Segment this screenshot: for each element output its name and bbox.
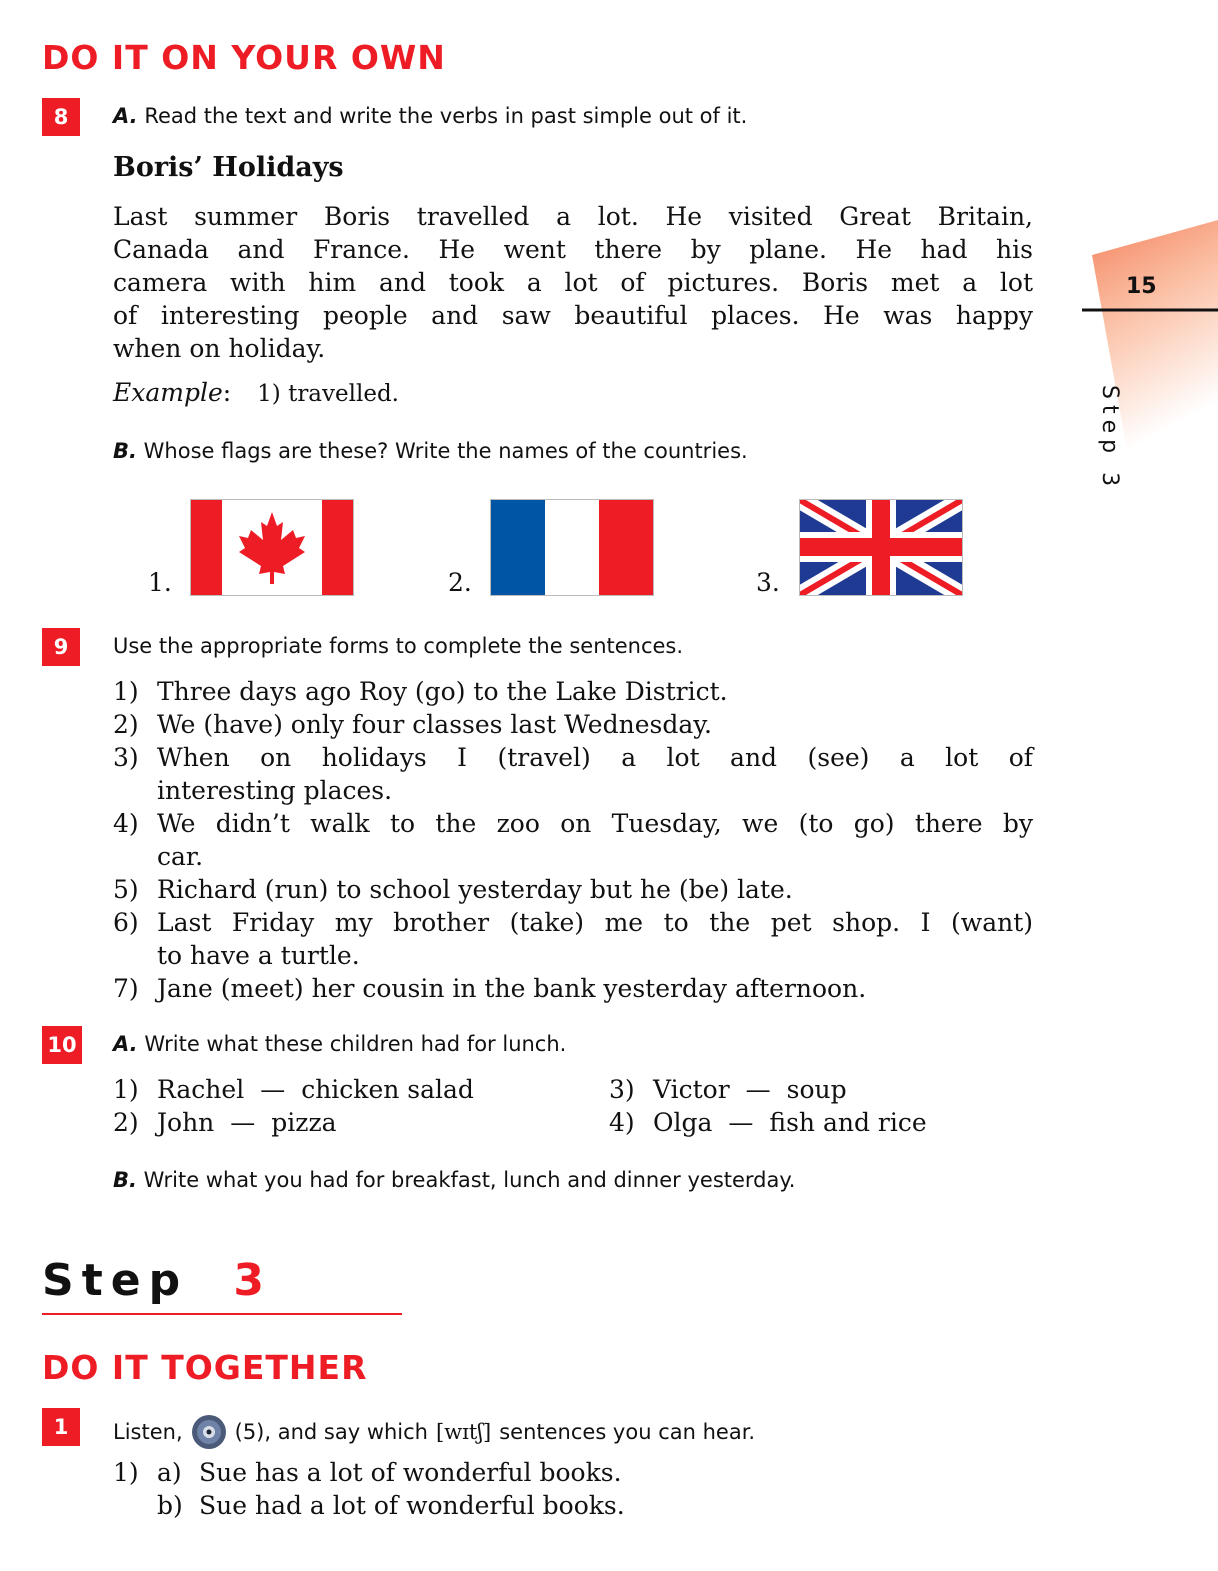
list-item bbox=[113, 972, 1033, 1005]
item-text: We (have) only four classes last Wednesday. bbox=[157, 710, 712, 739]
example-line bbox=[113, 378, 399, 407]
dash: — bbox=[728, 1108, 754, 1137]
lunch-item bbox=[113, 1073, 533, 1106]
lunch-item bbox=[113, 1106, 533, 1139]
audio-cd-icon[interactable] bbox=[191, 1414, 227, 1450]
story-line: Last summer Boris travelled a lot. He visited Great Britain, bbox=[113, 202, 1033, 231]
list-item bbox=[113, 1456, 813, 1489]
flag-number-3: 3. bbox=[756, 568, 780, 597]
uk-flag-icon bbox=[799, 499, 963, 596]
exercise-number-9: 9 bbox=[42, 628, 80, 666]
item-number: 4) bbox=[113, 809, 139, 838]
list-item bbox=[113, 873, 1033, 906]
item-number: 5) bbox=[113, 875, 139, 904]
instruction-text: Read the text and write the verbs in past simple out of it. bbox=[144, 104, 748, 128]
lunch-column-left bbox=[113, 1073, 533, 1139]
exercise-number-8: 8 bbox=[42, 98, 80, 136]
item-text: Three days ago Roy (go) to the Lake District. bbox=[157, 677, 728, 706]
exercise-9-list bbox=[113, 675, 1033, 1005]
list-item-continuation bbox=[113, 939, 1033, 972]
list-item bbox=[113, 807, 1033, 840]
item-text: Sue had a lot of wonderful books. bbox=[199, 1491, 625, 1520]
option-label: b) bbox=[157, 1491, 183, 1520]
item-text: Richard (run) to school yesterday but he (be) late. bbox=[157, 875, 793, 904]
food: soup bbox=[786, 1075, 847, 1104]
item-text: car. bbox=[157, 842, 204, 871]
item-text: interesting places. bbox=[157, 776, 393, 805]
food: chicken salad bbox=[301, 1075, 474, 1104]
item-text: Last Friday my brother (take) me to the pet shop. I (want) bbox=[157, 908, 1033, 937]
item-text: Sue has a lot of wonderful books. bbox=[199, 1458, 622, 1487]
story-title: Boris’ Holidays bbox=[113, 152, 344, 183]
item-text: to have a turtle. bbox=[157, 941, 360, 970]
food: pizza bbox=[271, 1108, 337, 1137]
dash: — bbox=[745, 1075, 771, 1104]
list-item bbox=[113, 906, 1033, 939]
dash: — bbox=[230, 1108, 256, 1137]
child-name: Olga bbox=[653, 1108, 713, 1137]
exercise-8b-instruction bbox=[113, 439, 748, 463]
story-paragraph bbox=[113, 200, 1033, 365]
exercise-10a-instruction bbox=[113, 1032, 566, 1056]
list-item bbox=[113, 741, 1033, 774]
side-tab-label: Step 3 bbox=[1097, 385, 1122, 493]
item-text: Jane (meet) her cousin in the bank yesterday afternoon. bbox=[157, 974, 867, 1003]
list-item-continuation bbox=[113, 840, 1033, 873]
instruction-text: Write what these children had for lunch. bbox=[144, 1032, 567, 1056]
instruction-text: Whose flags are these? Write the names of the countries. bbox=[143, 439, 748, 463]
item-text: When on holidays I (travel) a lot and (see) a lot of bbox=[157, 743, 1033, 772]
example-colon: : bbox=[222, 378, 232, 407]
list-item-continuation bbox=[113, 774, 1033, 807]
child-name: Rachel bbox=[157, 1075, 245, 1104]
instruction-text: (5), and say which bbox=[234, 1420, 428, 1444]
step-number: 3 bbox=[233, 1255, 273, 1306]
option-label: a) bbox=[157, 1458, 182, 1487]
item-number: 3) bbox=[113, 743, 139, 772]
exercise-8a-instruction bbox=[113, 104, 747, 128]
part-letter: A. bbox=[113, 104, 138, 128]
phonetic-transcription: [wɪtʃ] bbox=[436, 1420, 492, 1444]
exercise-10b-instruction bbox=[113, 1168, 795, 1192]
item-number: 2) bbox=[113, 1108, 139, 1137]
page-side-tab bbox=[1082, 220, 1218, 493]
exercise-number-10: 10 bbox=[42, 1026, 82, 1064]
instruction-text: Write what you had for breakfast, lunch and dinner yesterday. bbox=[143, 1168, 796, 1192]
item-number: 3) bbox=[609, 1075, 635, 1104]
step-underline bbox=[42, 1313, 402, 1315]
item-number: 7) bbox=[113, 974, 139, 1003]
page-number: 15 bbox=[1126, 274, 1157, 299]
dash: — bbox=[260, 1075, 286, 1104]
lunch-column-right bbox=[609, 1073, 1009, 1139]
part-letter: B. bbox=[113, 439, 137, 463]
example-label: Example bbox=[113, 378, 223, 407]
story-line: Canada and France. He went there by plane. He had his bbox=[113, 235, 1033, 264]
example-text: 1) travelled. bbox=[257, 381, 399, 407]
food: fish and rice bbox=[769, 1108, 927, 1137]
instruction-text: Listen, bbox=[113, 1420, 183, 1444]
part-letter: B. bbox=[113, 1168, 137, 1192]
child-name: Victor bbox=[653, 1075, 730, 1104]
flag-number-1: 1. bbox=[148, 568, 172, 597]
item-number: 1) bbox=[113, 1075, 139, 1104]
part-letter: A. bbox=[113, 1032, 138, 1056]
section-heading-own: DO IT ON YOUR OWN bbox=[42, 38, 446, 77]
step-heading bbox=[42, 1255, 272, 1306]
lunch-item bbox=[609, 1073, 1009, 1106]
exercise-1-list bbox=[113, 1456, 813, 1522]
story-line: camera with him and took a lot of pictures. Boris met a lot bbox=[113, 268, 1033, 297]
story-line: of interesting people and saw beautiful places. He was happy bbox=[113, 301, 1033, 330]
list-item bbox=[113, 708, 1033, 741]
canada-flag-icon bbox=[190, 499, 354, 596]
lunch-item bbox=[609, 1106, 1009, 1139]
list-item bbox=[113, 675, 1033, 708]
child-name: John bbox=[157, 1108, 215, 1137]
story-line: when on holiday. bbox=[113, 334, 326, 363]
section-heading-together: DO IT TOGETHER bbox=[42, 1348, 368, 1387]
step-word: Step bbox=[42, 1255, 189, 1306]
exercise-1-instruction bbox=[113, 1414, 755, 1450]
item-number: 2) bbox=[113, 710, 139, 739]
instruction-text: sentences you can hear. bbox=[499, 1420, 756, 1444]
item-number: 1) bbox=[113, 677, 139, 706]
item-number: 1) bbox=[113, 1458, 139, 1487]
item-text: We didn’t walk to the zoo on Tuesday, we (to go) there by bbox=[157, 809, 1033, 838]
flag-number-2: 2. bbox=[448, 568, 472, 597]
france-flag-icon bbox=[490, 499, 654, 596]
exercise-9-instruction: Use the appropriate forms to complete the sentences. bbox=[113, 634, 684, 658]
item-number: 6) bbox=[113, 908, 139, 937]
exercise-number-1: 1 bbox=[42, 1408, 80, 1446]
item-number: 4) bbox=[609, 1108, 635, 1137]
list-item bbox=[113, 1489, 813, 1522]
